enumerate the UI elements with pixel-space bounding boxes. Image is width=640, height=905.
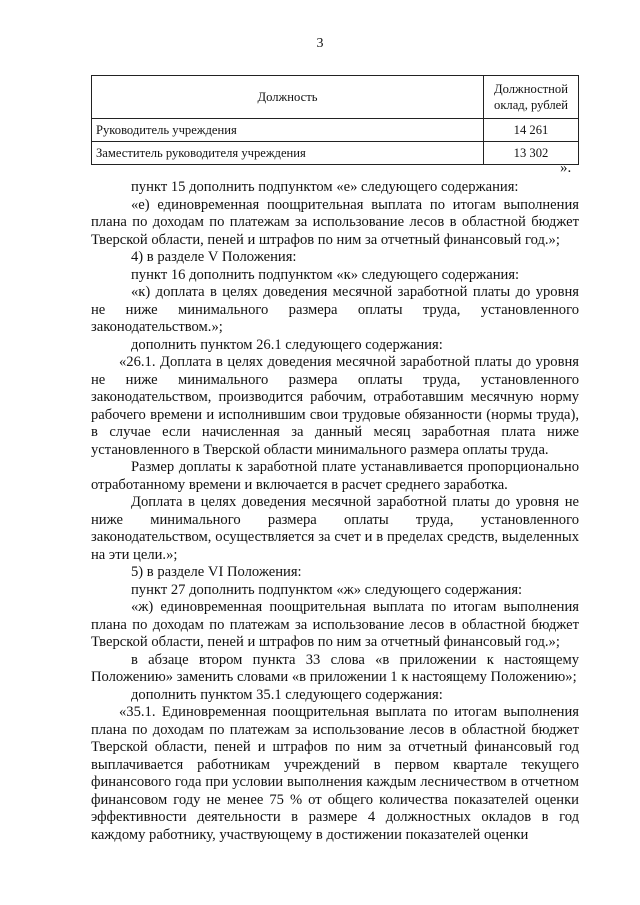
paragraph: пункт 27 дополнить подпунктом «ж» следующего содержания:: [131, 581, 523, 598]
row-salary: 14 261: [484, 119, 579, 142]
table-row: [92, 142, 579, 165]
paragraph: 5) в разделе VI Положения:: [131, 564, 302, 580]
table-closing-quote: ».: [560, 160, 572, 176]
paragraph: «35.1. Единовременная поощрительная выплата по итогам выполнения плана по доходам по платежам за использование лесов в областной бюджет Тверской области, пеней и штрафов по ним за отчетный финансовый год выплачивается работникам учреждений в первом квартале текущего финансового года при условии выполнения каждым лесничеством в отчетном финансовом году не менее 75 % от общего количества показателей оценки эффективности деятельности в размере 4 должностных окладов в год каждому работнику, участвующему в достижении показателей оценки: [91, 704, 579, 843]
paragraph: дополнить пунктом 26.1 следующего содержания:: [131, 336, 443, 353]
paragraph: Доплата в целях доведения месячной заработной платы до уровня не ниже минимального размера оплаты труда, установленного законодательством, осуществляется за счет и в пределах средств, выделенных на эти цели.»;: [91, 494, 579, 563]
row-position: Заместитель руководителя учреждения: [92, 142, 484, 165]
paragraph: «ж) единовременная поощрительная выплата по итогам выполнения плана по доходам по платежам за использование лесов в областной бюджет Тверской области, пеней и штрафов по ним за отчетный финансовый год.»;: [91, 599, 579, 650]
paragraph: в абзаце втором пункта 33 слова «в приложении к настоящему Положению» заменить словами «в приложении 1 к настоящему Положению»;: [91, 651, 579, 685]
paragraph: Размер доплаты к заработной плате устанавливается пропорционально отработанному времени и включается в расчет среднего заработка.: [91, 459, 579, 493]
table-header-row: [92, 76, 579, 119]
paragraph: «26.1. Доплата в целях доведения месячной заработной платы до уровня не ниже минимального размера оплаты труда, установленного законодательством, производится рабочим, отработавшим месячную норму рабочего времени и исполнившим свои трудовые обязанности (нормы труда), в случае если начисленная за данный месяц заработная плата ниже установленного в Тверской области минимального размера оплаты труда.: [91, 354, 579, 458]
header-position: Должность: [92, 76, 484, 119]
salary-table: [91, 75, 579, 165]
paragraph: 4) в разделе V Положения:: [131, 249, 297, 265]
header-salary-line-2: оклад, рублей: [494, 98, 568, 112]
page-number: 3: [316, 36, 324, 51]
row-salary: 13 302: [484, 142, 579, 165]
row-position: Руководитель учреждения: [92, 119, 484, 142]
paragraph: дополнить пунктом 35.1 следующего содержания:: [131, 686, 443, 703]
paragraph: «к) доплата в целях доведения месячной заработной платы до уровня не ниже минимального размера оплаты труда, установленного законодательством.»;: [91, 284, 579, 335]
document-body: [91, 179, 579, 844]
paragraph: пункт 15 дополнить подпунктом «е» следующего содержания:: [131, 179, 519, 195]
paragraph: «е) единовременная поощрительная выплата по итогам выполнения плана по доходам по платежам за использование лесов в областной бюджет Тверской области, пеней и штрафов по ним за отчетный финансовый год.»;: [91, 196, 579, 248]
table-row: [92, 119, 579, 142]
header-salary: [484, 76, 579, 119]
header-salary-line-1: Должностной: [494, 82, 568, 96]
paragraph: пункт 16 дополнить подпунктом «к» следующего содержания:: [131, 266, 520, 283]
